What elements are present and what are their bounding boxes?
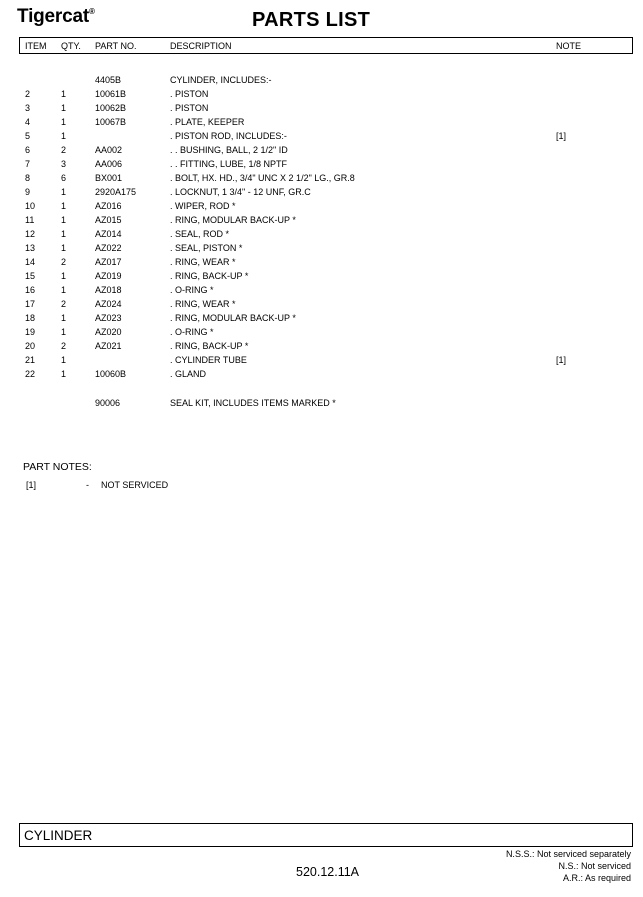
table-row xyxy=(0,355,643,369)
note-ref: [1] xyxy=(556,131,567,141)
note-ref: [1] xyxy=(556,355,567,365)
item-number: 7 xyxy=(25,159,31,169)
part-number: 10062B xyxy=(95,103,127,113)
table-row xyxy=(0,75,643,89)
legend-line-ar: A.R.: As required xyxy=(562,873,631,883)
item-number: 12 xyxy=(25,229,36,239)
table-row xyxy=(0,398,643,412)
quantity: 2 xyxy=(61,299,67,309)
table-row xyxy=(0,341,643,355)
part-number: AZ015 xyxy=(95,215,122,225)
part-number: AZ018 xyxy=(95,285,122,295)
item-number: 22 xyxy=(25,369,36,379)
item-number: 13 xyxy=(25,243,36,253)
quantity: 1 xyxy=(61,187,67,197)
part-note-ref: [1] xyxy=(26,480,37,490)
quantity: 1 xyxy=(61,271,67,281)
description: . PISTON ROD, INCLUDES:- xyxy=(170,131,287,141)
quantity: 1 xyxy=(61,215,67,225)
description: . RING, MODULAR BACK-UP * xyxy=(170,313,296,323)
part-number: AZ016 xyxy=(95,201,122,211)
description: . PISTON xyxy=(170,89,209,99)
item-number: 6 xyxy=(25,145,31,155)
part-note-dash: - xyxy=(86,480,89,490)
description: . PISTON xyxy=(170,103,209,113)
part-number: 10067B xyxy=(95,117,127,127)
part-number: AA002 xyxy=(95,145,123,155)
legend-line-ns: N.S.: Not serviced xyxy=(558,861,631,871)
description: . SEAL, ROD * xyxy=(170,229,230,239)
part-notes-title: PART NOTES: xyxy=(23,461,92,473)
item-number: 19 xyxy=(25,327,36,337)
description: . RING, BACK-UP * xyxy=(170,271,249,281)
table-row xyxy=(0,215,643,229)
item-number: 5 xyxy=(25,131,31,141)
description: . LOCKNUT, 1 3/4" - 12 UNF, GR.C xyxy=(170,187,311,197)
table-row xyxy=(0,201,643,215)
table-row xyxy=(0,89,643,103)
item-number: 9 xyxy=(25,187,31,197)
assembly-name: CYLINDER xyxy=(24,828,93,843)
description: . BOLT, HX. HD., 3/4" UNC X 2 1/2" LG., GR.8 xyxy=(170,173,355,183)
description: CYLINDER, INCLUDES:- xyxy=(170,75,272,85)
table-row xyxy=(0,145,643,159)
legend-line-nss: N.S.S.: Not serviced separately xyxy=(505,849,631,859)
part-number: AZ022 xyxy=(95,243,122,253)
page-number: 520.12.11A xyxy=(296,865,360,879)
table-row xyxy=(0,299,643,313)
quantity: 1 xyxy=(61,117,67,127)
description: . RING, WEAR * xyxy=(170,257,236,267)
item-number: 8 xyxy=(25,173,31,183)
quantity: 2 xyxy=(61,341,67,351)
description: . RING, BACK-UP * xyxy=(170,341,249,351)
item-number: 4 xyxy=(25,117,31,127)
quantity: 1 xyxy=(61,355,67,365)
description: . RING, WEAR * xyxy=(170,299,236,309)
quantity: 1 xyxy=(61,327,67,337)
brand-name: Tigercat xyxy=(17,6,89,27)
item-number: 15 xyxy=(25,271,36,281)
table-row xyxy=(0,285,643,299)
quantity: 1 xyxy=(61,243,67,253)
column-header-note: NOTE xyxy=(556,41,582,51)
table-row xyxy=(0,369,643,383)
part-number: 10060B xyxy=(95,369,127,379)
table-row xyxy=(0,131,643,145)
description: . O-RING * xyxy=(170,285,214,295)
table-row xyxy=(0,313,643,327)
table-row xyxy=(0,173,643,187)
trademark-symbol: ® xyxy=(88,7,95,16)
table-row xyxy=(0,117,643,131)
table-header xyxy=(19,37,633,54)
part-number: AZ024 xyxy=(95,299,122,309)
quantity: 1 xyxy=(61,285,67,295)
description: . SEAL, PISTON * xyxy=(170,243,243,253)
description: . . BUSHING, BALL, 2 1/2" ID xyxy=(170,145,288,155)
item-number: 20 xyxy=(25,341,36,351)
part-number: 2920A175 xyxy=(95,187,137,197)
part-number: AZ019 xyxy=(95,271,122,281)
column-header-description: DESCRIPTION xyxy=(170,41,232,51)
description: . PLATE, KEEPER xyxy=(170,117,245,127)
part-number: AZ014 xyxy=(95,229,122,239)
table-row xyxy=(0,159,643,173)
quantity: 1 xyxy=(61,89,67,99)
description: . CYLINDER TUBE xyxy=(170,355,247,365)
part-number: 4405B xyxy=(95,75,122,85)
column-header-item: ITEM xyxy=(25,41,47,51)
part-number: AZ017 xyxy=(95,257,122,267)
quantity: 2 xyxy=(61,257,67,267)
quantity: 2 xyxy=(61,145,67,155)
table-row xyxy=(0,327,643,341)
item-number: 17 xyxy=(25,299,36,309)
part-number: BX001 xyxy=(95,173,123,183)
part-number: AZ023 xyxy=(95,313,122,323)
item-number: 21 xyxy=(25,355,36,365)
item-number: 16 xyxy=(25,285,36,295)
quantity: 6 xyxy=(61,173,67,183)
item-number: 2 xyxy=(25,89,31,99)
table-row xyxy=(0,103,643,117)
table-row xyxy=(0,257,643,271)
part-number: 90006 xyxy=(95,398,121,408)
quantity: 1 xyxy=(61,131,67,141)
description: . WIPER, ROD * xyxy=(170,201,236,211)
table-row xyxy=(0,243,643,257)
item-number: 14 xyxy=(25,257,36,267)
description: SEAL KIT, INCLUDES ITEMS MARKED * xyxy=(170,398,336,408)
assembly-footer xyxy=(19,823,633,847)
quantity: 1 xyxy=(61,229,67,239)
part-note-text: NOT SERVICED xyxy=(101,480,169,490)
item-number: 11 xyxy=(25,215,35,225)
quantity: 3 xyxy=(61,159,67,169)
page-title: PARTS LIST xyxy=(252,9,371,31)
quantity: 1 xyxy=(61,369,67,379)
description: . GLAND xyxy=(170,369,207,379)
item-number: 3 xyxy=(25,103,31,113)
quantity: 1 xyxy=(61,103,67,113)
part-note-row xyxy=(0,480,643,492)
item-number: 18 xyxy=(25,313,36,323)
table-row xyxy=(0,271,643,285)
description: . RING, MODULAR BACK-UP * xyxy=(170,215,296,225)
part-number: AA006 xyxy=(95,159,123,169)
quantity: 1 xyxy=(61,313,67,323)
description: . O-RING * xyxy=(170,327,214,337)
column-header-part-no: PART NO. xyxy=(95,41,137,51)
part-number: 10061B xyxy=(95,89,127,99)
table-row xyxy=(0,229,643,243)
brand-logo xyxy=(17,6,95,28)
item-number: 10 xyxy=(25,201,36,211)
description: . . FITTING, LUBE, 1/8 NPTF xyxy=(170,159,288,169)
part-number: AZ021 xyxy=(95,341,122,351)
table-row xyxy=(0,187,643,201)
quantity: 1 xyxy=(61,201,67,211)
part-number: AZ020 xyxy=(95,327,122,337)
abbreviation-legend xyxy=(506,848,631,884)
column-header-qty: QTY. xyxy=(61,41,81,51)
